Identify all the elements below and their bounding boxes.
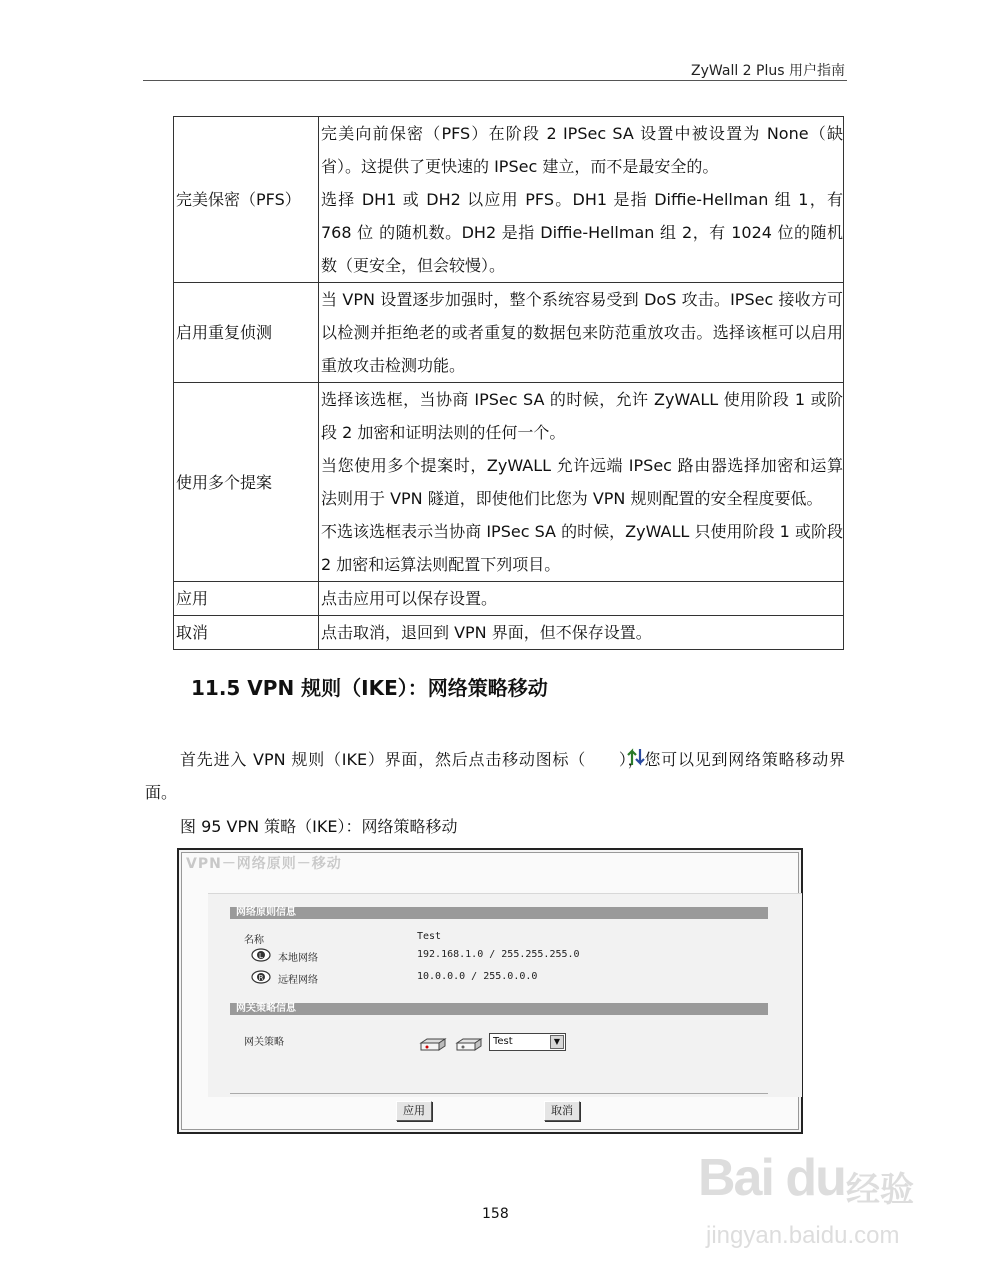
row-text [319,383,844,582]
header-rule [143,80,847,81]
remote-network-value: 10.0.0.0 / 255.0.0.0 [417,971,538,982]
row-text [319,582,844,616]
row-line: 点击取消，退回到 VPN 界面，但不保存设置。 [321,623,652,642]
table-row [174,283,844,383]
row-line: 选择该选框，当协商 IPSec SA 的时候，允许 ZyWALL 使用阶段 1 或阶段 2 加密和证明法则的任何一个。 [321,390,843,442]
apply-button[interactable]: 应用 [396,1101,432,1121]
name-label: 名称 [244,935,264,946]
row-line: 选择 DH1 或 DH2 以应用 PFS。DH1 是指 Diffie-Hellman 组 1，有 768 位 的随机数。DH2 是指 Diffie-Hellman 组 2，有 1024 位的随机数（更安全，但会较慢）。 [321,190,843,275]
move-icon [590,745,614,769]
gateway-info-bar: 网关策略信息 [230,1003,768,1015]
row-text [319,616,844,650]
figure-caption: 图 95 VPN 策略（IKE）：网络策略移动 [180,817,458,836]
page-header-title: ZyWall 2 Plus 用户指南 [691,63,845,79]
chevron-down-icon[interactable]: ▼ [550,1035,564,1049]
row-line: 当您使用多个提案时，ZyWALL 允许远端 IPSec 路由器选择加密和运算法则用于 VPN 隧道，即使他们比您为 VPN 规则配置的安全程度要低。 [321,456,843,508]
name-value: Test [417,931,442,942]
row-text [319,117,844,283]
policy-info-bar: 网络原则信息 [230,907,768,919]
remote-network-icon [250,969,272,985]
gateway-icon [419,1037,447,1053]
table-row [174,117,844,283]
row-label: 使用多个提案 [174,383,319,582]
row-label: 启用重复侦测 [174,283,319,383]
window-title: VPN－网络原则－移动 [186,856,342,872]
table-row [174,582,844,616]
intro-paragraph [145,743,845,809]
paragraph-text-before: 首先进入 VPN 规则（IKE）界面，然后点击移动图标（ [180,750,587,769]
svg-text:R: R [258,974,264,982]
row-label: 应用 [174,582,319,616]
local-network-label: 本地网络 [278,953,318,964]
content-panel [208,893,802,1097]
baidu-watermark [698,1140,938,1260]
row-line: 完美向前保密（PFS）在阶段 2 IPSec SA 设置中被设置为 None（缺省）。这提供了更快速的 IPSec 建立，而不是最安全的。 [321,124,843,176]
local-network-icon [250,947,272,963]
section-title: 11.5 VPN 规则（IKE）：网络策略移动 [191,676,548,700]
watermark-cn: 经验 [846,1170,914,1210]
remote-network-label: 远程网络 [278,975,318,986]
row-line: 当 VPN 设置逐步加强时，整个系统容易受到 DoS 攻击。IPSec 接收方可以检测并拒绝老的或者重复的数据包来防范重放攻击。选择该框可以启用重放攻击检测功能。 [321,290,843,375]
table-row [174,383,844,582]
cancel-button[interactable]: 取消 [544,1101,580,1121]
remote-gateway-icon [455,1037,483,1053]
screenshot-frame [177,848,803,1134]
page-number: 158 [482,1206,509,1222]
row-text [319,283,844,383]
gateway-selected-value: Test [493,1036,513,1047]
gateway-label: 网关策略 [244,1037,284,1048]
separator [230,1093,768,1094]
row-label: 取消 [174,616,319,650]
watermark-brand: Bai du [698,1149,845,1207]
row-line: 点击应用可以保存设置。 [321,589,498,608]
table-row [174,616,844,650]
paragraph-text-after: ），您可以见到网络策略移动界面。 [145,750,845,802]
svg-text:L: L [259,952,263,960]
gateway-policy-select[interactable] [489,1033,566,1051]
watermark-url: jingyan.baidu.com [706,1222,900,1249]
local-network-value: 192.168.1.0 / 255.255.255.0 [417,949,580,960]
description-table [173,116,844,650]
row-line: 不选该选框表示当协商 IPSec SA 的时候，ZyWALL 只使用阶段 1 或阶段 2 加密和运算法则配置下列项目。 [321,522,843,574]
screenshot-window [181,852,799,1130]
row-label: 完美保密（PFS） [174,117,319,283]
